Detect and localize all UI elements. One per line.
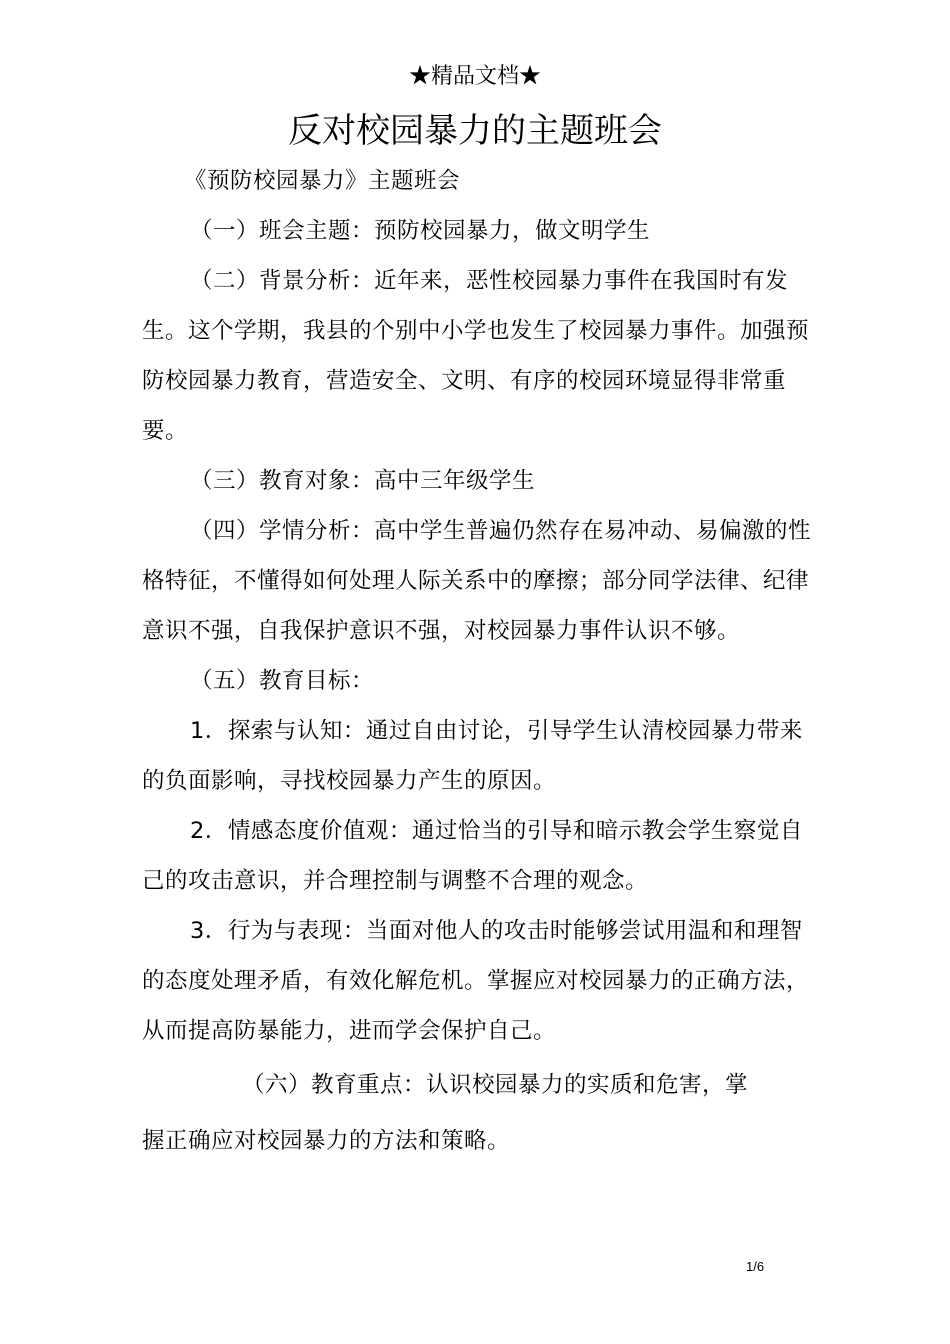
paragraph-analysis: （四）学情分析：高中学生普遍仍然存在易冲动、易偏激的性格特征，不懂得如何处理人际关系中的摩擦；部分同学法律、纪律意识不强，自我保护意识不强，对校园暴力事件认识不够。 xyxy=(142,518,812,644)
paragraph-key-points-line-2: 握正确应对校园暴力的方法和策略。 xyxy=(142,1128,511,1154)
paragraph-audience: （三）教育对象：高中三年级学生 xyxy=(190,468,536,494)
document-body xyxy=(142,156,822,1166)
paragraph-theme: （一）班会主题：预防校园暴力，做文明学生 xyxy=(190,218,651,244)
paragraph-goal-1: 1．探索与认知：通过自由讨论，引导学生认清校园暴力带来的负面影响，寻找校园暴力产生的原因。 xyxy=(142,718,803,794)
document-title: 反对校园暴力的主题班会 xyxy=(288,111,662,151)
paragraph-goal-3: 3．行为与表现：当面对他人的攻击时能够尝试用温和和理智的态度处理矛盾，有效化解危机。掌握应对校园暴力的正确方法，从而提高防暴能力，进而学会保护自己。 xyxy=(142,918,810,1044)
paragraph-goal-2: 2．情感态度价值观：通过恰当的引导和暗示教会学生察觉自己的攻击意识，并合理控制与调整不合理的观念。 xyxy=(142,818,803,894)
paragraph-goals-heading: （五）教育目标： xyxy=(190,668,375,694)
paragraph-key-points-line-1: （六）教育重点：认识校园暴力的实质和危害，掌 xyxy=(242,1072,749,1098)
paragraph-background: （二）背景分析：近年来，恶性校园暴力事件在我国时有发生。这个学期，我县的个别中小学也发生了校园暴力事件。加强预防校园暴力教育，营造安全、文明、有序的校园环境显得非常重要。 xyxy=(142,268,810,444)
page-header-label: ★精品文档★ xyxy=(408,64,541,89)
document-subtitle: 《预防校园暴力》主题班会 xyxy=(184,168,461,194)
page-number: 1/6 xyxy=(746,1259,765,1274)
